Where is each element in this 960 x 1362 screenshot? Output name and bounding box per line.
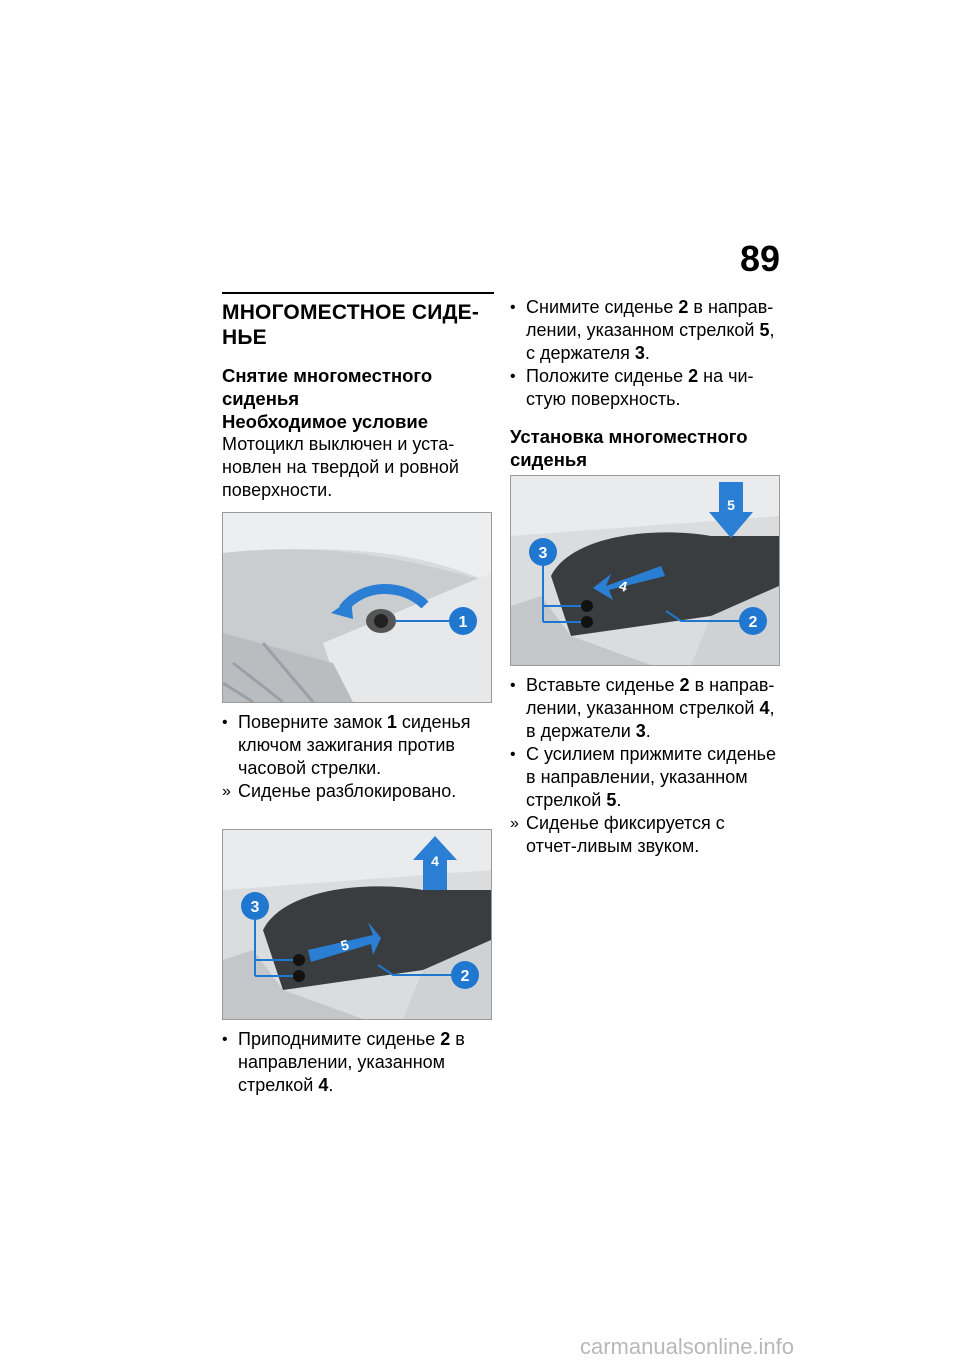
figure-seat-install	[510, 475, 780, 666]
section-title: МНОГОМЕСТНОЕ СИДЕ-НЬЕ	[222, 301, 480, 349]
bullet-marker: •	[510, 677, 516, 694]
result-marker: »	[510, 815, 519, 832]
result-marker: »	[222, 783, 231, 800]
callout-4: 4	[617, 577, 630, 595]
precondition-text: Мотоцикл выключен и уста-новлен на твердой и ровной поверхности.	[222, 434, 459, 500]
step-press-seat: • С усилием прижмите сиденье в направлении, указанном стрелкой 5.	[510, 744, 777, 810]
step-lift-seat: • Приподнимите сиденье 2 в направлении, указанном стрелкой 4.	[222, 1029, 465, 1095]
bullet-marker: •	[510, 299, 516, 316]
callout-5: 5	[338, 936, 351, 954]
callout-1: 1	[458, 614, 468, 631]
page-number: 89	[739, 238, 780, 279]
callout-3: 3	[538, 545, 548, 562]
right-column	[510, 296, 780, 858]
callout-3: 3	[250, 899, 260, 916]
section-rule	[222, 292, 494, 294]
figure-seat-lift	[222, 829, 492, 1020]
step-insert-seat: • Вставьте сиденье 2 в направ-лении, указанном стрелкой 4, в держатели 3.	[510, 675, 775, 741]
subsection-title: Снятие многоместного сиденья	[222, 365, 433, 409]
step-place-seat: • Положите сиденье 2 на чи-стую поверхность.	[510, 366, 754, 409]
install-heading: Установка многоместного сиденья	[510, 426, 748, 470]
step-turn-lock: • Поверните замок 1 сиденья ключом зажигания против часовой стрелки.	[222, 712, 471, 778]
bullet-marker: •	[222, 1031, 228, 1048]
figure-seat-lock	[222, 512, 492, 703]
step-remove-seat: • Снимите сиденье 2 в направ-лении, указанном стрелкой 5, с держателя 3.	[510, 297, 775, 363]
footer-watermark: carmanualsonline.info	[580, 1334, 795, 1359]
callout-2: 2	[460, 968, 470, 985]
precondition-heading: Необходимое условие	[222, 411, 429, 432]
bullet-marker: •	[510, 746, 516, 763]
result-locked: » Сиденье фиксируется с отчет-ливым звуком.	[510, 813, 725, 856]
callout-5: 5	[727, 497, 735, 513]
callout-2: 2	[748, 614, 758, 631]
left-column	[222, 292, 494, 1097]
callout-4: 4	[431, 853, 439, 869]
bullet-marker: •	[222, 714, 228, 731]
result-unlocked: » Сиденье разблокировано.	[222, 781, 457, 801]
bullet-marker: •	[510, 368, 516, 385]
